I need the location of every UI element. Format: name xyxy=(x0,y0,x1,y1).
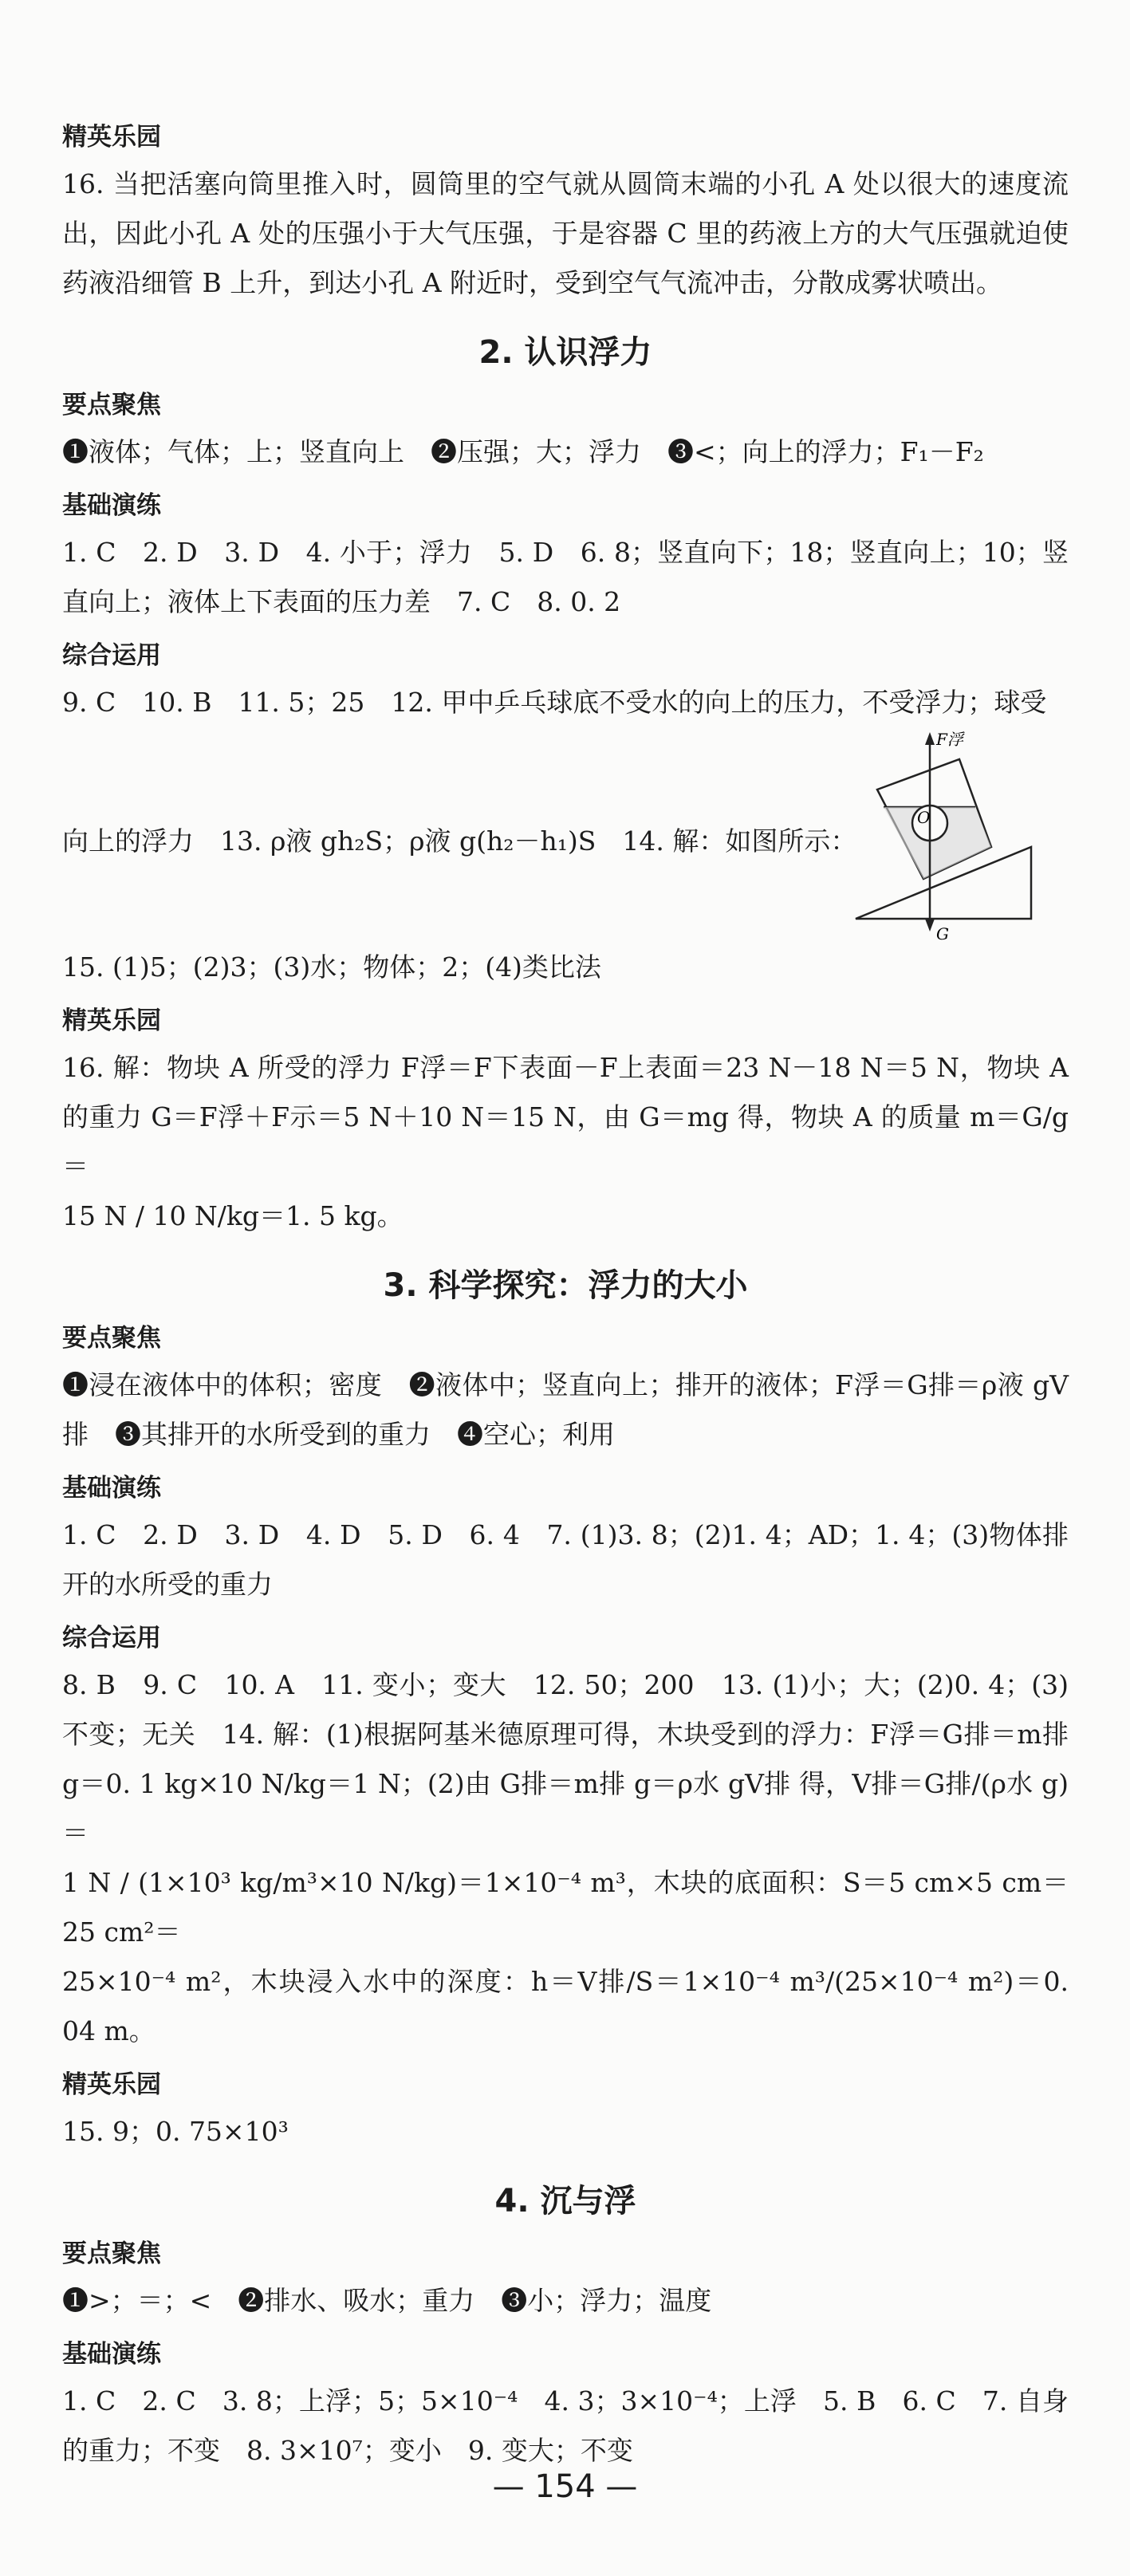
section-label-yaodian: 要点聚焦 xyxy=(62,2239,161,2268)
section-label-jingying: 精英乐园 xyxy=(62,2070,161,2099)
section-label-zonghe: 综合运用 xyxy=(62,641,161,670)
section-label-yaodian: 要点聚焦 xyxy=(62,1324,161,1353)
center-label: O xyxy=(917,808,931,827)
answer-paragraph: 1. C 2. D 3. D 4. 小于；浮力 5. D 6. 8；竖直向下；18；竖直向上；10；竖直向上；液体上下表面的压力差 7. C 8. 0. 2 xyxy=(62,537,1069,617)
section-label-jichu: 基础演练 xyxy=(62,1474,161,1503)
answer-with-figure xyxy=(62,727,1069,943)
gravity-label: G xyxy=(936,924,949,943)
section-label-jichu: 基础演练 xyxy=(62,491,161,520)
answer-paragraph: ❶浸在液体中的体积；密度 ❷液体中；竖直向上；排开的液体；F浮＝G排＝ρ液 gV排 ❸其排开的水所受到的重力 ❹空心；利用 xyxy=(62,1369,1069,1450)
answer-paragraph: 16. 解：物块 A 所受的浮力 F浮＝F下表面－F上表面＝23 N－18 N＝5 N，物块 A 的重力 G＝F浮＋F示＝5 N＋10 N＝15 N，由 G＝mg 得，物块 A 的质量 m＝G/g＝ xyxy=(62,1052,1069,1182)
section-title: 2. 认识浮力 xyxy=(478,334,652,371)
buoyancy-arrow-head xyxy=(925,732,935,745)
answer-paragraph: 16. 当把活塞向筒里推入时，圆筒里的空气就从圆筒末端的小孔 A 处以很大的速度流出，因此小孔 A 处的压强小于大气压强，于是容器 C 里的药液上方的大气压强就迫使药液沿细管 B 上升，到达小孔 A 附近时，受到空气气流冲击，分散成雾状喷出。 xyxy=(62,168,1069,298)
answer-paragraph: 15 N / 10 N/kg＝1. 5 kg。 xyxy=(62,1200,404,1231)
section-label-jingying: 精英乐园 xyxy=(62,123,161,152)
answer-paragraph: 25×10⁻⁴ m²，木块浸入水中的深度：h＝V排/S＝1×10⁻⁴ m³/(25×10⁻⁴ m²)＝0. 04 m。 xyxy=(62,1966,1069,2046)
answer-paragraph: 1. C 2. D 3. D 4. D 5. D 6. 4 7. (1)3. 8；(2)1. 4；AD；1. 4；(3)物体排开的水所受的重力 xyxy=(62,1519,1069,1600)
answer-paragraph: 1 N / (1×10³ kg/m³×10 N/kg)＝1×10⁻⁴ m³，木块的底面积：S＝5 cm×5 cm＝25 cm²＝ xyxy=(62,1867,1069,1948)
gravity-arrow-head xyxy=(925,919,935,932)
answer-paragraph: 8. B 9. C 10. A 11. 变小；变大 12. 50；200 13. (1)小；大；(2)0. 4；(3)不变；无关 14. 解：(1)根据阿基米德原理可得，木块受到的浮力：F浮＝G排＝m排 g＝0. 1 kg×10 N/kg＝1 N；(2)由 G排＝m排 g＝ρ水 gV排 得，V排＝G排/(ρ水 g)＝ xyxy=(62,1669,1069,1849)
buoyancy-label: F浮 xyxy=(936,730,963,749)
answer-page xyxy=(62,120,1069,2476)
section-label-yaodian: 要点聚焦 xyxy=(62,391,161,419)
answer-paragraph: 15. 9；0. 75×10³ xyxy=(62,2116,289,2147)
section-title: 3. 科学探究：浮力的大小 xyxy=(383,1267,748,1304)
section-label-jingying: 精英乐园 xyxy=(62,1006,161,1035)
section-title: 4. 沉与浮 xyxy=(494,2183,636,2220)
answer-paragraph: ❶>；＝；< ❷排水、吸水；重力 ❸小；浮力；温度 xyxy=(62,2285,712,2316)
page-number: — 154 — xyxy=(492,2468,638,2505)
answer-paragraph: ❶液体；气体；上；竖直向上 ❷压强；大；浮力 ❸<；向上的浮力；F₁－F₂ xyxy=(62,436,984,467)
answer-paragraph: 向上的浮力 13. ρ液 gh₂S；ρ液 g(h₂－h₁)S 14. 解：如图所示： xyxy=(62,825,857,857)
section-label-jichu: 基础演练 xyxy=(62,2340,161,2369)
answer-paragraph: 15. (1)5；(2)3；(3)水；物体；2；(4)类比法 xyxy=(62,951,601,983)
answer-paragraph: 9. C 10. B 11. 5；25 12. 甲中乒乓球底不受水的向上的压力，不受浮力；球受 xyxy=(62,687,1047,718)
section-label-zonghe: 综合运用 xyxy=(62,1624,161,1652)
buoyancy-diagram xyxy=(852,727,1035,943)
answer-paragraph: 1. C 2. C 3. 8；上浮；5；5×10⁻⁴ 4. 3；3×10⁻⁴；上浮 5. B 6. C 7. 自身的重力；不变 8. 3×10⁷；变小 9. 变大；不变 xyxy=(62,2385,1069,2466)
